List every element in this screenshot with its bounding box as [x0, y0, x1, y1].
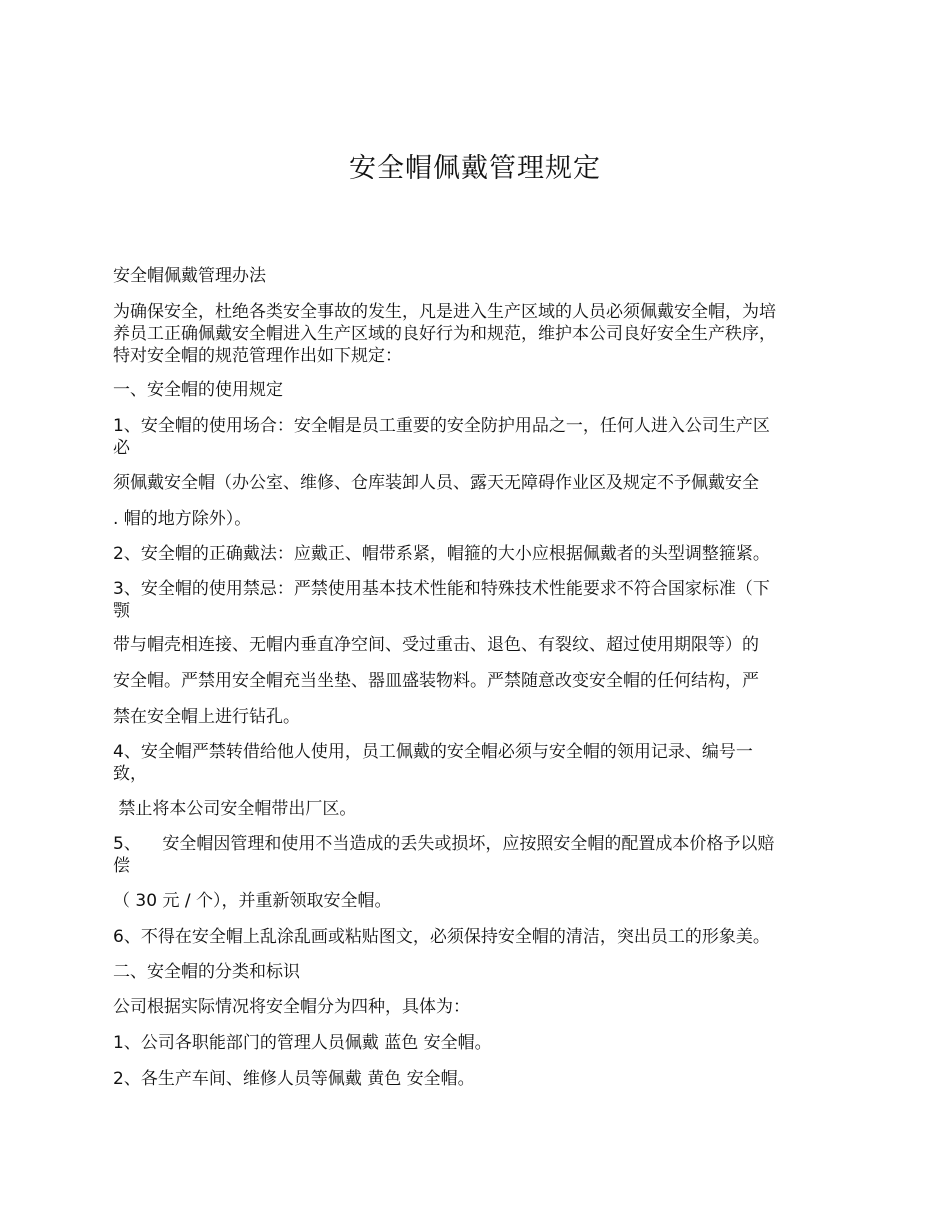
s1-item5-line-2: 偿 — [113, 856, 130, 876]
subtitle: 安全帽佩戴管理办法 — [113, 266, 266, 286]
s1-item4-line-3: 禁止将本公司安全帽带出厂区。 — [113, 799, 357, 819]
s1-item5-line-3: （ 30 元 / 个），并重新领取安全帽。 — [113, 891, 392, 911]
s1-item2: 2、安全帽的正确戴法：应戴正、帽带系紧，帽箍的大小应根据佩戴者的头型调整箍紧。 — [113, 544, 770, 564]
s1-item6: 6、不得在安全帽上乱涂乱画或粘贴图文，必须保持安全帽的清洁，突出员工的形象美。 — [113, 927, 770, 947]
s2-item2: 2、各生产车间、维修人员等佩戴 黄色 安全帽。 — [113, 1069, 475, 1089]
s1-item1-line-3: 须佩戴安全帽（办公室、维修、仓库装卸人员、露天无障碍作业区及规定不予佩戴安全 — [113, 473, 759, 493]
s1-item3-line-2: 颚 — [113, 601, 130, 621]
page-title: 安全帽佩戴管理规定 — [349, 153, 601, 184]
s1-item3-line-1: 3、安全帽的使用禁忌：严禁使用基本技术性能和特殊技术性能要求不符合国家标准（下 — [113, 579, 770, 599]
intro-line-3: 特对安全帽的规范管理作出如下规定： — [113, 346, 402, 366]
s2-item1: 1、公司各职能部门的管理人员佩戴 蓝色 安全帽。 — [113, 1033, 492, 1053]
s1-item3-line-4: 安全帽。严禁用安全帽充当坐垫、器皿盛装物料。严禁随意改变安全帽的任何结构，严 — [113, 671, 759, 691]
section2-heading: 二、安全帽的分类和标识 — [113, 962, 300, 982]
intro-line-1: 为确保安全，杜绝各类安全事故的发生，凡是进入生产区域的人员必须佩戴安全帽，为培 — [113, 302, 776, 322]
s1-item1-line-2: 必 — [113, 438, 130, 458]
s1-item4-line-1: 4、安全帽严禁转借给他人使用，员工佩戴的安全帽必须与安全帽的领用记录、编号一 — [113, 742, 753, 762]
s1-item1-line-1: 1、安全帽的使用场合：安全帽是员工重要的安全防护用品之一，任何人进入公司生产区 — [113, 416, 770, 436]
s1-item1-line-4: . 帽的地方除外）。 — [113, 509, 252, 529]
s1-item4-line-2: 致， — [113, 764, 147, 784]
section1-heading: 一、安全帽的使用规定 — [113, 380, 283, 400]
s1-item5-line-1: 5、 安全帽因管理和使用不当造成的丢失或损坏，应按照安全帽的配置成本价格予以赔 — [113, 834, 775, 854]
s1-item3-line-5: 禁在安全帽上进行钻孔。 — [113, 707, 300, 727]
s2-intro: 公司根据实际情况将安全帽分为四种，具体为： — [113, 997, 470, 1017]
intro-line-2: 养员工正确佩戴安全帽进入生产区域的良好行为和规范，维护本公司良好安全生产秩序， — [113, 324, 776, 344]
s1-item3-line-3: 带与帽壳相连接、无帽内垂直净空间、受过重击、退色、有裂纹、超过使用期限等）的 — [113, 635, 759, 655]
